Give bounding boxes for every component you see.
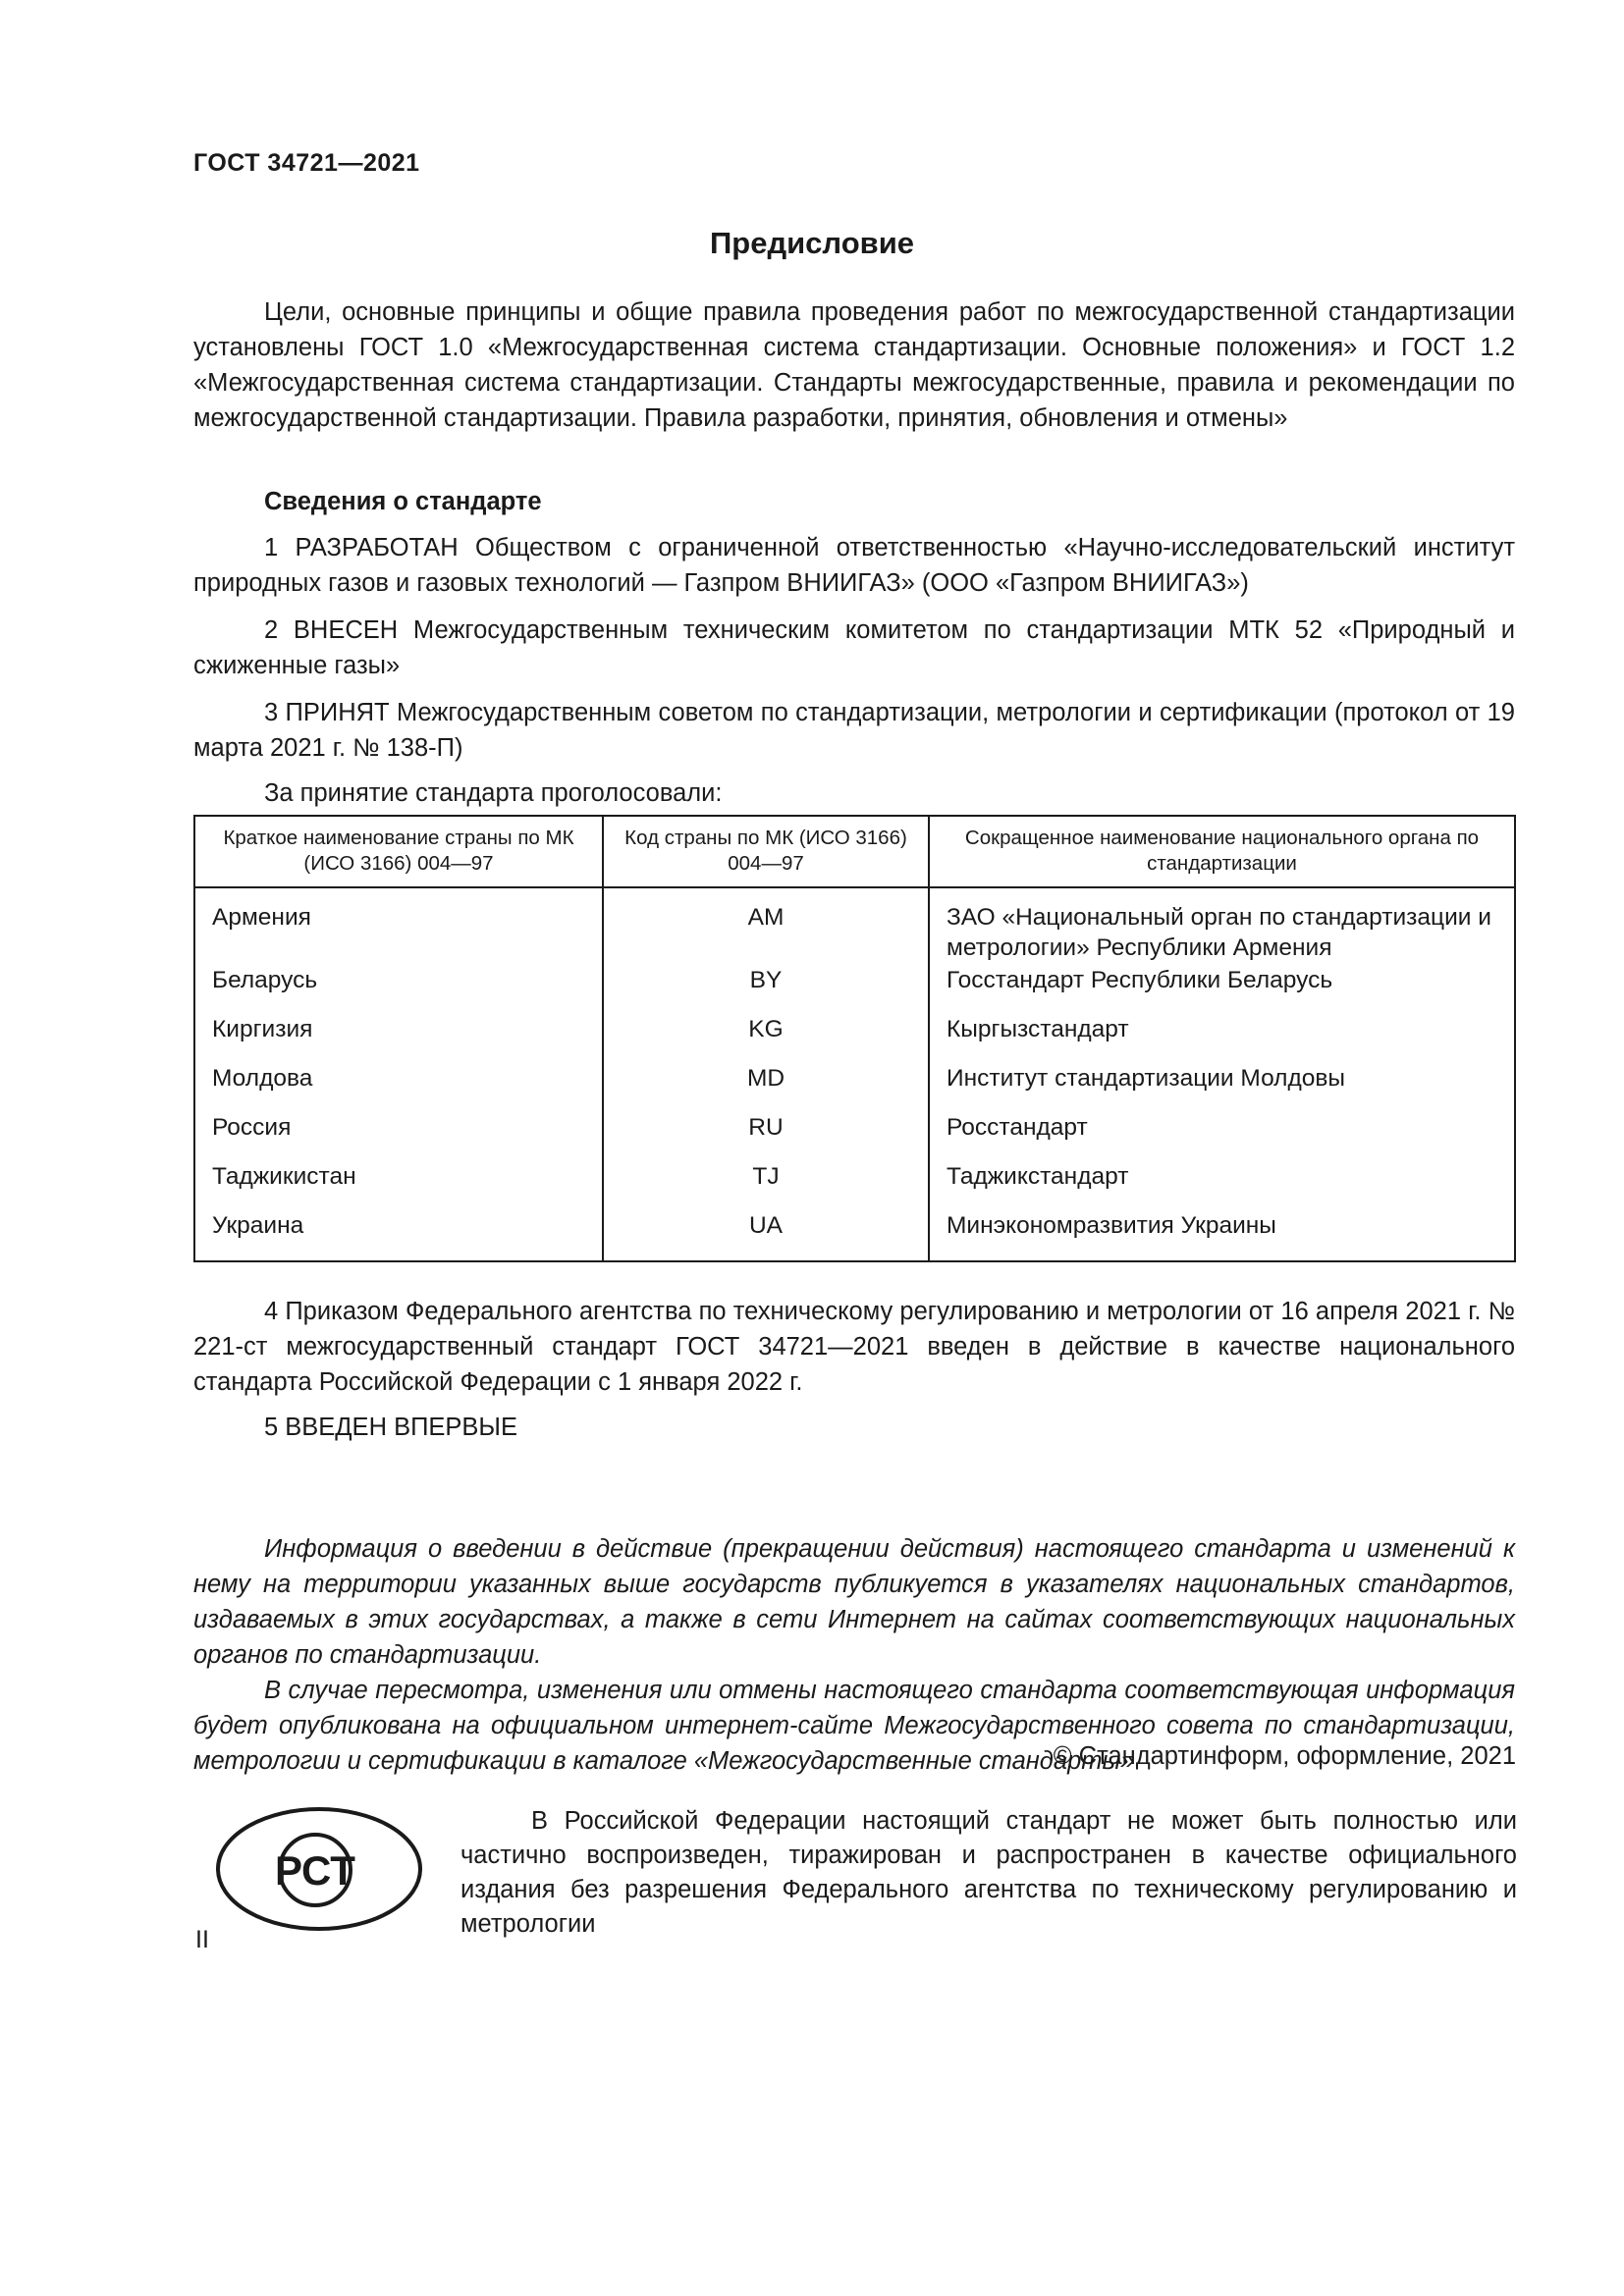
code-cell: TJ [603,1161,929,1210]
copyright-line: © Стандартинформ, оформление, 2021 [1053,1742,1516,1770]
country-cell: Таджикистан [212,1163,356,1190]
item-adopted-block [193,695,1515,766]
body-cell: Минэкономразвития Украины [929,1210,1515,1261]
table-row [194,1112,1515,1161]
code-cell: BY [603,965,929,1014]
reproduction-notice: В Российской Федерации настоящий стандарт не может быть полностью или частично воспроизведен, тиражирован и распространен в качестве официального издания без разрешения Федерального агентства по техническому регулированию и метрологии [460,1807,1517,1938]
item-developed-block [193,530,1515,601]
code-cell: AM [603,887,929,965]
standard-code: ГОСТ 34721—2021 [193,149,420,177]
table-row [194,1014,1515,1063]
info-note-2: В случае пересмотра, изменения или отмены настоящего стандарта соответствующая информация будет опубликована на официальном интернет-сайте Межгосударственного совета по стандартизации, метрологии и сертификации в каталоге «Межгосударственные стандарты» [193,1677,1515,1775]
page-number: II [195,1926,209,1953]
header-country: Краткое наименование страны по МК (ИСО 3166) 004—97 [194,816,603,887]
rst-certification-logo-icon [213,1804,425,1934]
item-adopted: 3 ПРИНЯТ Межгосударственным советом по стандартизации, метрологии и сертификации (протокол от 19 марта 2021 г. № 138-П) [193,699,1515,762]
country-cell: Армения [212,904,311,931]
table-row [194,1161,1515,1210]
item-submitted-block [193,613,1515,683]
voting-table [193,815,1516,1262]
header-code: Код страны по МК (ИСО 3166) 004—97 [603,816,929,887]
logo-text: РСТ [275,1847,355,1894]
info-heading: Сведения о стандарте [264,488,542,515]
body-cell: ЗАО «Национальный орган по стандартизации и метрологии» Республики Армения [929,887,1515,965]
body-cell: Госстандарт Республики Беларусь [929,965,1515,1014]
code-cell: KG [603,1014,929,1063]
first-intro-block [193,1410,1515,1445]
voted-intro: За принятие стандарта проголосовали: [264,779,723,807]
country-cell: Беларусь [212,967,318,993]
item-submitted: 2 ВНЕСЕН Межгосударственным техническим комитетом по стандартизации МТК 52 «Природный и сжиженные газы» [193,616,1515,679]
intro-paragraph: Цели, основные принципы и общие правила проведения работ по межгосударственной стандартизации установлены ГОСТ 1.0 «Межгосударственная система стандартизации. Основные положения» и ГОСТ 1.2 «Межгосударственная система стандартизации. Стандарты межгосударственные, правила и рекомендации по межгосударственной стандартизации. Правила разработки, принятия, обновления и отмены» [193,298,1515,432]
table-row [194,1063,1515,1112]
body-cell: Росстандарт [929,1112,1515,1161]
code-cell: UA [603,1210,929,1261]
country-cell: Молдова [212,1065,313,1092]
order-block [193,1294,1515,1400]
intro-block [193,294,1515,436]
table-row [194,965,1515,1014]
voted-intro-block [193,775,1515,811]
code-cell: MD [603,1063,929,1112]
info-heading-block [193,484,1515,519]
country-cell: Украина [212,1212,304,1239]
table-row [194,1210,1515,1261]
code-cell: RU [603,1112,929,1161]
info-note-1: Информация о введении в действие (прекращении действия) настоящего стандарта и изменений к нему на территории указанных выше государств публикуется в указателях национальных стандартов, издаваемых в этих государствах, а также в сети Интернет на сайтах соответствующих национальных органов по стандартизации. [193,1535,1515,1669]
item-developed: 1 РАЗРАБОТАН Обществом с ограниченной ответственностью «Научно-исследовательский институт природных газов и газовых технологий — Газпром ВНИИГАЗ» (ООО «Газпром ВНИИГАЗ») [193,534,1515,597]
page-title: Предисловие [709,226,914,260]
header-body: Сокращенное наименование национального органа по стандартизации [929,816,1515,887]
body-cell: Кыргызстандарт [929,1014,1515,1063]
country-cell: Россия [212,1114,292,1141]
order-paragraph: 4 Приказом Федерального агентства по техническому регулированию и метрологии от 16 апреля 2021 г. № 221-ст межгосударственный стандарт ГОСТ 34721—2021 введен в действие в качестве национального стандарта Российской Федерации с 1 января 2022 г. [193,1298,1515,1396]
body-cell: Институт стандартизации Молдовы [929,1063,1515,1112]
country-cell: Киргизия [212,1016,313,1042]
first-intro: 5 ВВЕДЕН ВПЕРВЫЕ [264,1414,518,1441]
table-row [194,887,1515,965]
table-header-row [194,816,1515,887]
body-cell: Таджикстандарт [929,1161,1515,1210]
